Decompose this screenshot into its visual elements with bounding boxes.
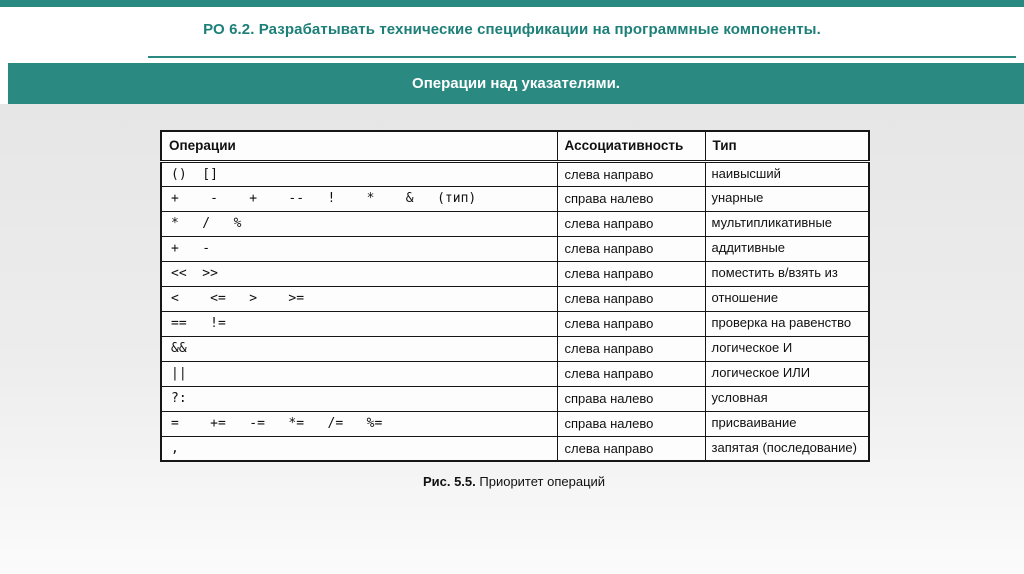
slide-body (0, 104, 1024, 574)
figure-caption-label: Рис. 5.5. (422, 474, 476, 489)
table-row (161, 386, 869, 411)
operators-table (160, 130, 870, 462)
operators-cell: * / % (161, 211, 557, 236)
type-cell: аддитивные (705, 236, 869, 261)
table-row (161, 411, 869, 436)
section-banner (8, 63, 1024, 104)
operators-cell: + - + -- ! * & (тип) (161, 186, 557, 211)
title-divider (148, 56, 1016, 58)
figure-caption (160, 474, 868, 489)
associativity-cell: слева направо (557, 236, 705, 261)
table-row (161, 311, 869, 336)
associativity-cell: слева направо (557, 161, 705, 186)
top-accent-bar (0, 0, 1024, 7)
type-cell: логическое И (705, 336, 869, 361)
table-row (161, 186, 869, 211)
associativity-cell: слева направо (557, 336, 705, 361)
type-cell: отношение (705, 286, 869, 311)
table-row (161, 161, 869, 186)
column-header-type: Тип (705, 131, 869, 161)
table-row (161, 261, 869, 286)
type-cell: запятая (последование) (705, 436, 869, 461)
table-row (161, 361, 869, 386)
operators-cell: , (161, 436, 557, 461)
associativity-cell: справа налево (557, 411, 705, 436)
slide-title: РО 6.2. Разрабатывать технические спецификации на программные компоненты. (203, 21, 821, 38)
associativity-cell: слева направо (557, 211, 705, 236)
type-cell: поместить в/взять из (705, 261, 869, 286)
table-row (161, 211, 869, 236)
associativity-cell: слева направо (557, 286, 705, 311)
operators-cell: || (161, 361, 557, 386)
operators-cell: () [] (161, 161, 557, 186)
operators-cell: = += -= *= /= %= (161, 411, 557, 436)
associativity-cell: слева направо (557, 261, 705, 286)
column-header-operations: Операции (161, 131, 557, 161)
operators-cell: << >> (161, 261, 557, 286)
column-header-associativity: Ассоциативность (557, 131, 705, 161)
type-cell: проверка на равенство (705, 311, 869, 336)
associativity-cell: слева направо (557, 436, 705, 461)
section-banner-label: Операции над указателями. (412, 75, 620, 92)
associativity-cell: слева направо (557, 361, 705, 386)
type-cell: унарные (705, 186, 869, 211)
operators-cell: < <= > >= (161, 286, 557, 311)
table-header-row (161, 131, 869, 161)
figure-caption-text: Приоритет операций (475, 474, 606, 489)
operators-cell: ?: (161, 386, 557, 411)
associativity-cell: справа налево (557, 386, 705, 411)
table-row (161, 286, 869, 311)
table-row (161, 236, 869, 261)
table-row (161, 436, 869, 461)
operators-cell: + - (161, 236, 557, 261)
operators-cell: == != (161, 311, 557, 336)
type-cell: наивысший (705, 161, 869, 186)
table-row (161, 336, 869, 361)
type-cell: условная (705, 386, 869, 411)
type-cell: логическое ИЛИ (705, 361, 869, 386)
associativity-cell: слева направо (557, 311, 705, 336)
figure (160, 130, 870, 489)
operators-cell: && (161, 336, 557, 361)
associativity-cell: справа налево (557, 186, 705, 211)
operators-table-body (161, 161, 869, 461)
type-cell: присваивание (705, 411, 869, 436)
type-cell: мультипликативные (705, 211, 869, 236)
